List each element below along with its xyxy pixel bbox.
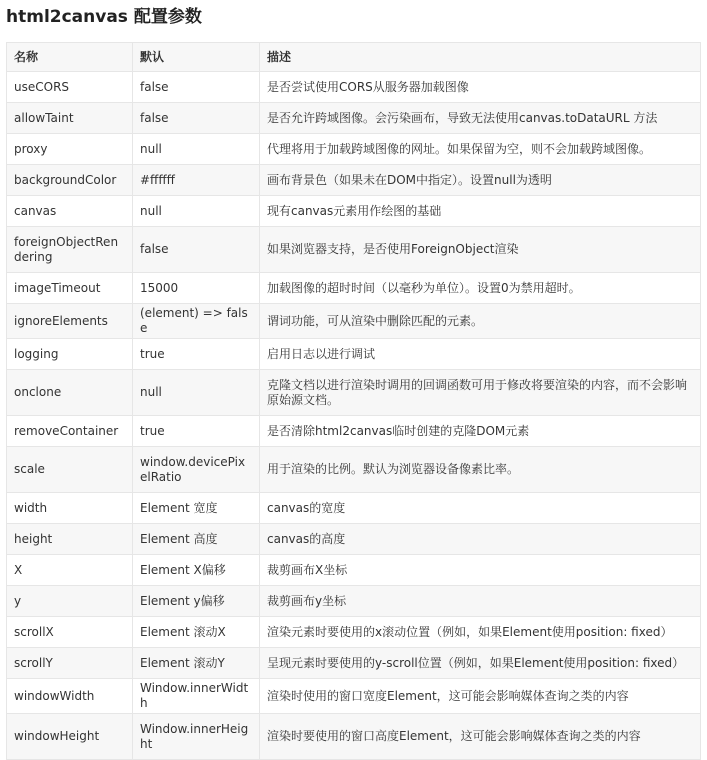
- param-default: Element 滚动X: [133, 617, 260, 648]
- param-description: 裁剪画布y坐标: [260, 586, 701, 617]
- table-row: [7, 273, 701, 304]
- param-name: scrollX: [7, 617, 133, 648]
- param-description: canvas的高度: [260, 524, 701, 555]
- param-default: Element 滚动Y: [133, 648, 260, 679]
- param-name: ignoreElements: [7, 304, 133, 339]
- param-name: width: [7, 493, 133, 524]
- param-description: 裁剪画布X坐标: [260, 555, 701, 586]
- table-row: [7, 714, 701, 760]
- table-row: [7, 586, 701, 617]
- param-default: Window.innerWidth: [133, 679, 260, 714]
- param-name: canvas: [7, 196, 133, 227]
- param-name: scrollY: [7, 648, 133, 679]
- param-name: foreignObjectRendering: [7, 227, 133, 273]
- param-default: 15000: [133, 273, 260, 304]
- table-row: [7, 447, 701, 493]
- param-name: removeContainer: [7, 416, 133, 447]
- param-default: null: [133, 196, 260, 227]
- table-row: [7, 339, 701, 370]
- param-default: false: [133, 72, 260, 103]
- param-description: 是否允许跨域图像。会污染画布，导致无法使用canvas.toDataURL 方法: [260, 103, 701, 134]
- param-default: Element X偏移: [133, 555, 260, 586]
- header-name: 名称: [7, 43, 133, 72]
- param-description: 呈现元素时要使用的y-scroll位置（例如，如果Element使用position: fixed）: [260, 648, 701, 679]
- param-name: allowTaint: [7, 103, 133, 134]
- param-default: true: [133, 416, 260, 447]
- table-header-row: [7, 43, 701, 72]
- param-description: 画布背景色（如果未在DOM中指定）。设置null为透明: [260, 165, 701, 196]
- param-default: false: [133, 103, 260, 134]
- table-row: [7, 648, 701, 679]
- table-row: [7, 416, 701, 447]
- param-description: 谓词功能，可从渲染中删除匹配的元素。: [260, 304, 701, 339]
- table-row: [7, 196, 701, 227]
- param-default: #ffffff: [133, 165, 260, 196]
- param-default: false: [133, 227, 260, 273]
- param-default: window.devicePixelRatio: [133, 447, 260, 493]
- param-name: height: [7, 524, 133, 555]
- table-row: [7, 617, 701, 648]
- param-name: useCORS: [7, 72, 133, 103]
- table-row: [7, 72, 701, 103]
- table-row: [7, 524, 701, 555]
- param-default: null: [133, 370, 260, 416]
- table-row: [7, 227, 701, 273]
- table-row: [7, 679, 701, 714]
- param-default: Element y偏移: [133, 586, 260, 617]
- table-row: [7, 555, 701, 586]
- param-description: 克隆文档以进行渲染时调用的回调函数可用于修改将要渲染的内容，而不会影响原始源文档。: [260, 370, 701, 416]
- param-description: 是否尝试使用CORS从服务器加载图像: [260, 72, 701, 103]
- param-description: 渲染时要使用的窗口高度Element，这可能会影响媒体查询之类的内容: [260, 714, 701, 760]
- param-default: true: [133, 339, 260, 370]
- header-description: 描述: [260, 43, 701, 72]
- param-description: canvas的宽度: [260, 493, 701, 524]
- param-name: y: [7, 586, 133, 617]
- page-title: html2canvas 配置参数: [6, 7, 202, 27]
- param-name: windowWidth: [7, 679, 133, 714]
- param-default: null: [133, 134, 260, 165]
- config-table: [6, 42, 701, 760]
- param-description: 加载图像的超时时间（以毫秒为单位）。设置0为禁用超时。: [260, 273, 701, 304]
- param-default: (element) => false: [133, 304, 260, 339]
- header-default: 默认: [133, 43, 260, 72]
- param-name: scale: [7, 447, 133, 493]
- param-description: 是否清除html2canvas临时创建的克隆DOM元素: [260, 416, 701, 447]
- param-default: Element 宽度: [133, 493, 260, 524]
- table-row: [7, 165, 701, 196]
- param-default: Window.innerHeight: [133, 714, 260, 760]
- param-name: proxy: [7, 134, 133, 165]
- param-description: 渲染时使用的窗口宽度Element，这可能会影响媒体查询之类的内容: [260, 679, 701, 714]
- param-name: logging: [7, 339, 133, 370]
- param-name: X: [7, 555, 133, 586]
- table-row: [7, 370, 701, 416]
- param-description: 渲染元素时要使用的x滚动位置（例如，如果Element使用position: fixed）: [260, 617, 701, 648]
- param-name: imageTimeout: [7, 273, 133, 304]
- param-default: Element 高度: [133, 524, 260, 555]
- param-description: 如果浏览器支持，是否使用ForeignObject渲染: [260, 227, 701, 273]
- table-row: [7, 493, 701, 524]
- table-row: [7, 103, 701, 134]
- param-name: backgroundColor: [7, 165, 133, 196]
- param-description: 启用日志以进行调试: [260, 339, 701, 370]
- param-description: 代理将用于加载跨域图像的网址。如果保留为空，则不会加载跨域图像。: [260, 134, 701, 165]
- param-description: 现有canvas元素用作绘图的基础: [260, 196, 701, 227]
- table-row: [7, 304, 701, 339]
- param-name: onclone: [7, 370, 133, 416]
- table-row: [7, 134, 701, 165]
- param-description: 用于渲染的比例。默认为浏览器设备像素比率。: [260, 447, 701, 493]
- param-name: windowHeight: [7, 714, 133, 760]
